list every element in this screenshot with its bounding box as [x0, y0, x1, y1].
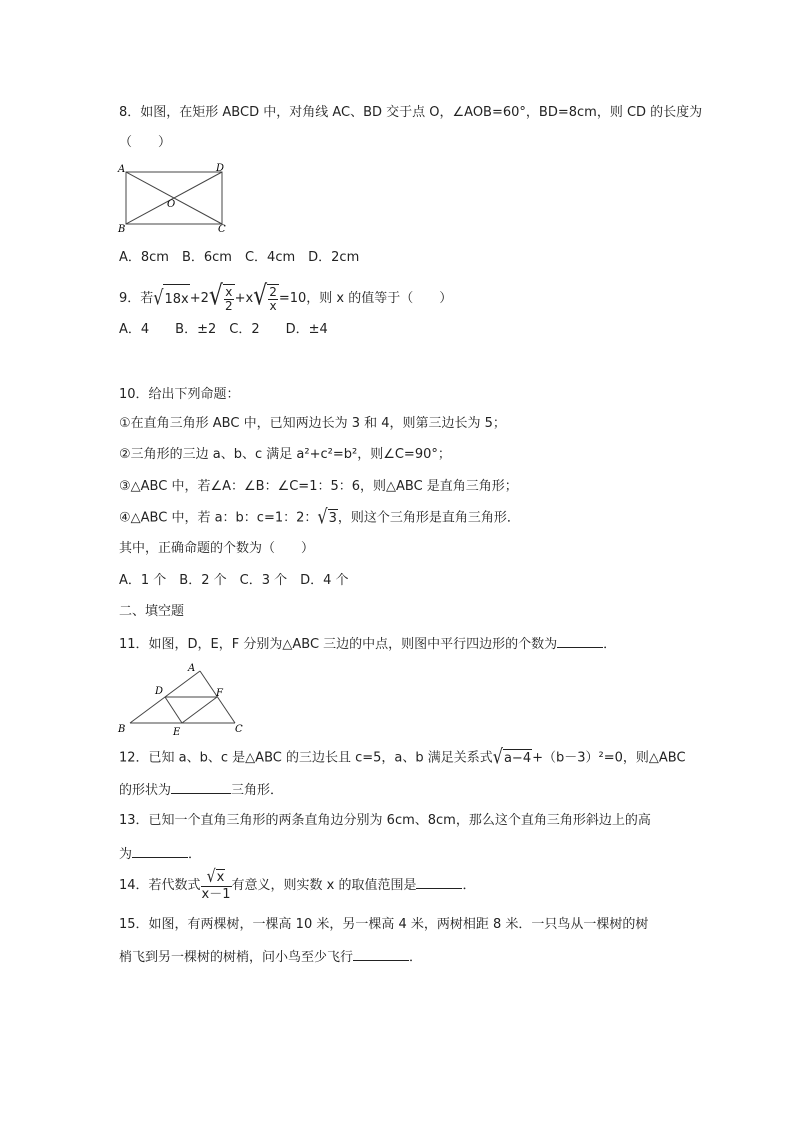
q14-stem: 14．若代数式 $\frac{√x}{x-1}$ 有意义，则实数 x 的取值范围是 ． [119, 866, 476, 902]
q12-answer-blank[interactable] [171, 780, 231, 794]
q8-label-a: A [118, 164, 126, 175]
q11-label-e: E [173, 727, 181, 736]
q11-answer-blank[interactable] [557, 634, 603, 648]
q8-options: A．8cm B．6cm C．4cm D．2cm [119, 250, 360, 265]
q12-sqrt-a-4: √a−4 [492, 744, 532, 769]
q8-stem: 8．如图，在矩形 ABCD 中，对角线 AC、BD 交于点 O，∠AOB=60°，BD=8cm，则 CD 的长度为 [119, 105, 703, 120]
q15-stem-line2: 梢飞到另一棵树的树梢，问小鸟至少飞行 ． [119, 947, 422, 967]
q14-fraction: $\frac{√x}{x-1}$ [201, 866, 231, 902]
q11-label-c: C [235, 724, 243, 735]
q10-question: 其中，正确命题的个数为（ ） [119, 541, 315, 556]
q10-statement-4: ④△ABC 中，若 a：b：c=1：2：√3，则这个三角形是直角三角形． [119, 504, 520, 529]
q8-label-c: C [218, 224, 226, 234]
q15-stem-line1: 15．如图，有两棵树，一棵高 10 米，另一棵高 4 米，两树相距 8 米．一只鸟从一棵树的树 [119, 917, 649, 932]
q11-stem: 11．如图，D，E，F 分别为△ABC 三边的中点，则图中平行四边形的个数为 ． [119, 634, 616, 654]
q11-label-d: D [155, 686, 164, 697]
q10-title: 10．给出下列命题： [119, 387, 240, 402]
q12-stem-line2: 的形状为 三角形． [119, 780, 283, 800]
q10-sqrt-3: √3 [317, 504, 337, 529]
q10-options: A．1 个 B．2 个 C．3 个 D．4 个 [119, 573, 349, 588]
q12-stem-line1: 12．已知 a、b、c 是△ABC 的三边长且 c=5，a、b 满足关系式√a−4+（b－3）²=0，则△ABC [119, 744, 686, 769]
q8-label-d: D [216, 163, 225, 174]
q9-options: A．4 B．±2 C．2 D．±4 [119, 322, 328, 337]
q8-label-o: O [167, 199, 176, 210]
section-fill-in-title: 二、填空题 [119, 604, 185, 619]
q11-label-b: B [118, 724, 126, 735]
q13-stem-line2: 为 ． [119, 844, 201, 864]
q11-label-f: F [216, 688, 223, 699]
q13-stem-line1: 13．已知一个直角三角形的两条直角边分别为 6cm、8cm，那么这个直角三角形斜边上的高 [119, 813, 651, 828]
q9-stem: 9．若√18x+2√ $\frac{x}{2}$ +x√ $\frac{2}{x}$ =10，则 x 的值等于（ ） [119, 280, 453, 313]
q8-label-b: B [118, 224, 126, 234]
q14-answer-blank[interactable] [416, 875, 462, 889]
q10-statement-3: ③△ABC 中，若∠A：∠B：∠C=1：5：6，则△ABC 是直角三角形； [119, 479, 518, 494]
q11-triangle-figure [115, 660, 249, 736]
q15-answer-blank[interactable] [353, 947, 409, 961]
q10-statement-1: ①在直角三角形 ABC 中，已知两边长为 3 和 4，则第三边长为 5； [119, 416, 506, 431]
q9-sqrt-18x: √18x [153, 283, 189, 315]
q9-sqrt-frac2: √ $\frac{2}{x}$ [253, 280, 277, 313]
q10-statement-2: ②三角形的三边 a、b、c 满足 a²+c²=b²，则∠C=90°； [119, 447, 451, 462]
q13-answer-blank[interactable] [132, 844, 188, 858]
q8-paren: （ ） [119, 135, 172, 150]
q11-label-a: A [188, 663, 196, 674]
q8-rectangle-figure [115, 160, 233, 234]
q9-sqrt-frac1: √ $\frac{x}{2}$ [208, 280, 233, 313]
